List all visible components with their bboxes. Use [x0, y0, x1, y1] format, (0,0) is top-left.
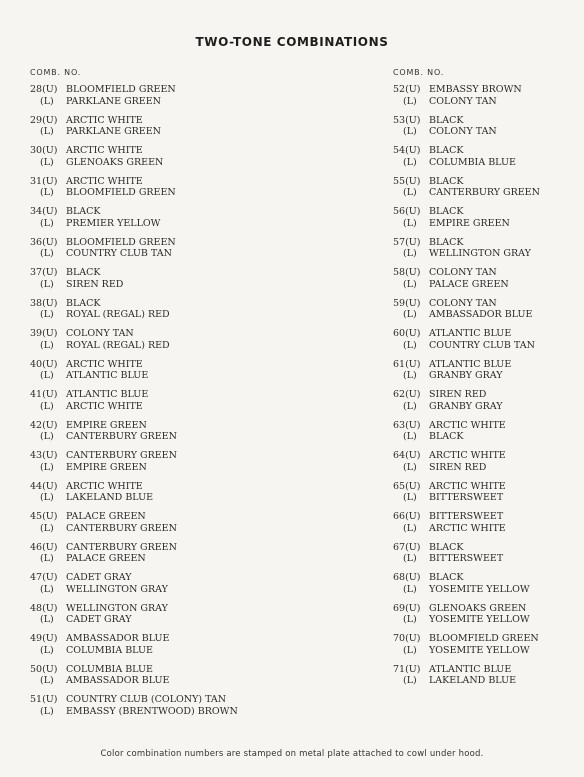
upper-code: 61(U) — [393, 358, 421, 370]
combination-entry — [30, 572, 300, 603]
lower-color-name: LAKELAND BLUE — [66, 492, 154, 503]
lower-color-name: SIREN RED — [66, 278, 124, 290]
upper-color-name: ATLANTIC BLUE — [429, 328, 512, 339]
upper-code: 62(U) — [393, 389, 421, 400]
lower-code: (L) — [403, 614, 417, 625]
upper-code: 30(U) — [30, 145, 58, 156]
lower-code: (L) — [40, 461, 54, 473]
lower-color-line — [30, 553, 300, 565]
lower-code: (L) — [403, 156, 417, 168]
lower-code: (L) — [403, 248, 417, 259]
lower-color-line — [30, 96, 300, 108]
upper-color-name: GLENOAKS GREEN — [429, 602, 527, 614]
lower-color-name: GLENOAKS GREEN — [66, 156, 164, 168]
combination-entry — [393, 481, 583, 512]
upper-color-line — [30, 603, 300, 615]
upper-color-line — [393, 450, 583, 462]
upper-code: 40(U) — [30, 358, 58, 370]
upper-color-name: BLOOMFIELD GREEN — [66, 84, 176, 95]
upper-color-name: BLOOMFIELD GREEN — [429, 633, 539, 644]
combination-entry — [393, 359, 583, 390]
lower-code: (L) — [40, 187, 54, 198]
lower-color-line — [393, 248, 583, 260]
upper-code: 63(U) — [393, 419, 421, 431]
upper-color-name: BLOOMFIELD GREEN — [66, 236, 176, 248]
upper-code: 56(U) — [393, 206, 421, 217]
combination-entry — [393, 603, 583, 634]
lower-color-name: BLOOMFIELD GREEN — [66, 187, 176, 198]
lower-color-name: EMBASSY (BRENTWOOD) BROWN — [66, 705, 238, 717]
upper-color-line — [30, 328, 300, 340]
footnote: Color combination numbers are stamped on metal plate attached to cowl under hood. — [100, 749, 484, 759]
lower-color-line — [30, 462, 300, 474]
lower-color-name: CANTERBURY GREEN — [66, 431, 177, 442]
upper-color-name: COLONY TAN — [429, 267, 497, 278]
upper-code: 71(U) — [393, 663, 421, 675]
lower-code: (L) — [403, 187, 417, 198]
lower-code: (L) — [403, 309, 417, 320]
lower-color-line — [393, 401, 583, 413]
lower-color-line — [393, 370, 583, 382]
upper-color-line — [393, 603, 583, 615]
combination-entry — [30, 603, 300, 634]
upper-color-name: WELLINGTON GRAY — [66, 602, 168, 614]
lower-code: (L) — [40, 614, 54, 625]
upper-color-line — [30, 481, 300, 493]
upper-color-line — [393, 176, 583, 188]
combination-entry — [30, 206, 300, 237]
lower-color-name: PALACE GREEN — [429, 278, 509, 290]
combination-entry — [30, 450, 300, 481]
upper-color-name: ARCTIC WHITE — [429, 480, 506, 492]
lower-color-name: ARCTIC WHITE — [66, 400, 143, 412]
lower-color-line — [30, 309, 300, 321]
upper-code: 57(U) — [393, 236, 421, 248]
upper-color-line — [393, 206, 583, 218]
lower-code: (L) — [403, 278, 417, 290]
upper-color-name: BLACK — [429, 236, 464, 248]
upper-color-name: BLACK — [429, 206, 464, 217]
upper-code: 58(U) — [393, 267, 421, 278]
lower-color-name: CANTERBURY GREEN — [429, 187, 540, 198]
lower-code: (L) — [40, 156, 54, 168]
combination-entry — [393, 115, 583, 146]
lower-color-name: COUNTRY CLUB TAN — [66, 248, 172, 259]
lower-color-name: COLONY TAN — [429, 95, 497, 107]
upper-code: 44(U) — [30, 480, 58, 492]
upper-code: 69(U) — [393, 602, 421, 614]
lower-color-line — [393, 645, 583, 657]
combination-entry — [30, 145, 300, 176]
lower-color-name: EMPIRE GREEN — [429, 217, 510, 229]
lower-color-line — [30, 187, 300, 199]
upper-color-name: BLACK — [66, 206, 101, 217]
upper-color-line — [30, 237, 300, 249]
lower-color-name: YOSEMITE YELLOW — [429, 583, 530, 595]
lower-color-line — [30, 126, 300, 138]
lower-color-name: BITTERSWEET — [429, 553, 504, 564]
lower-code: (L) — [40, 339, 54, 351]
upper-code: 55(U) — [393, 175, 421, 187]
lower-color-name: COLUMBIA BLUE — [429, 156, 516, 168]
upper-color-name: PALACE GREEN — [66, 511, 146, 522]
upper-color-line — [30, 511, 300, 523]
lower-color-name: COLONY TAN — [429, 126, 497, 137]
combination-entry — [30, 420, 300, 451]
combination-entry — [393, 237, 583, 268]
combination-entry — [30, 115, 300, 146]
upper-code: 52(U) — [393, 84, 421, 95]
combination-entry — [30, 633, 300, 664]
combination-entry — [393, 572, 583, 603]
combination-entry — [393, 450, 583, 481]
upper-color-name: ATLANTIC BLUE — [429, 663, 512, 675]
upper-color-line — [393, 115, 583, 127]
lower-color-line — [393, 492, 583, 504]
upper-code: 28(U) — [30, 84, 58, 95]
upper-color-name: BLACK — [429, 541, 464, 553]
upper-color-name: COLONY TAN — [66, 328, 134, 339]
upper-code: 59(U) — [393, 297, 421, 309]
upper-code: 54(U) — [393, 145, 421, 156]
upper-code: 49(U) — [30, 633, 58, 644]
upper-code: 60(U) — [393, 328, 421, 339]
lower-color-line — [393, 584, 583, 596]
upper-code: 53(U) — [393, 114, 421, 126]
lower-color-line — [393, 553, 583, 565]
upper-color-line — [393, 267, 583, 279]
upper-color-line — [30, 664, 300, 676]
upper-color-name: BLACK — [429, 175, 464, 187]
lower-code: (L) — [403, 431, 417, 442]
lower-code: (L) — [40, 370, 54, 381]
lower-code: (L) — [403, 461, 417, 473]
lower-color-name: YOSEMITE YELLOW — [429, 614, 530, 625]
lower-color-line — [30, 675, 300, 687]
lower-code: (L) — [40, 644, 54, 656]
combination-entry — [393, 145, 583, 176]
combination-entry — [393, 206, 583, 237]
combination-entry — [30, 511, 300, 542]
upper-color-name: COUNTRY CLUB (COLONY) TAN — [66, 694, 227, 705]
lower-color-line — [30, 706, 300, 718]
upper-color-line — [393, 542, 583, 554]
lower-color-line — [393, 218, 583, 230]
upper-code: 34(U) — [30, 206, 58, 217]
upper-color-line — [30, 572, 300, 584]
combination-entry — [393, 633, 583, 664]
upper-color-line — [30, 115, 300, 127]
combination-entry — [393, 176, 583, 207]
upper-color-name: ATLANTIC BLUE — [429, 358, 512, 370]
upper-code: 64(U) — [393, 450, 421, 461]
upper-color-line — [393, 298, 583, 310]
upper-color-line — [30, 389, 300, 401]
lower-code: (L) — [40, 248, 54, 259]
upper-code: 65(U) — [393, 480, 421, 492]
upper-code: 39(U) — [30, 328, 58, 339]
lower-code: (L) — [40, 126, 54, 137]
lower-color-name: COLUMBIA BLUE — [66, 644, 153, 656]
lower-code: (L) — [403, 675, 417, 686]
upper-color-name: ARCTIC WHITE — [66, 358, 143, 370]
upper-code: 51(U) — [30, 694, 58, 705]
lower-color-name: ARCTIC WHITE — [429, 522, 506, 534]
combination-entry — [30, 481, 300, 512]
lower-color-name: AMBASSADOR BLUE — [429, 309, 533, 320]
upper-color-line — [30, 298, 300, 310]
lower-code: (L) — [403, 583, 417, 595]
combination-entry — [30, 328, 300, 359]
upper-color-line — [393, 481, 583, 493]
lower-code: (L) — [403, 492, 417, 503]
lower-code: (L) — [40, 431, 54, 442]
lower-code: (L) — [40, 95, 54, 107]
lower-color-line — [393, 279, 583, 291]
upper-color-name: CANTERBURY GREEN — [66, 541, 177, 553]
lower-color-name: SIREN RED — [429, 461, 487, 473]
upper-color-line — [30, 694, 300, 706]
combination-entry — [393, 389, 583, 420]
upper-color-line — [393, 420, 583, 432]
upper-color-name: EMPIRE GREEN — [66, 419, 147, 431]
lower-code: (L) — [403, 644, 417, 656]
combination-entry — [30, 694, 300, 725]
lower-color-name: PARKLANE GREEN — [66, 95, 161, 107]
lower-code: (L) — [40, 278, 54, 290]
upper-code: 48(U) — [30, 602, 58, 614]
left-combination-list — [30, 84, 300, 725]
combination-entry — [30, 176, 300, 207]
lower-color-name: WELLINGTON GRAY — [429, 248, 531, 259]
upper-color-line — [30, 359, 300, 371]
lower-color-name: COUNTRY CLUB TAN — [429, 339, 535, 351]
combination-entry — [393, 542, 583, 573]
upper-color-name: BLACK — [429, 572, 464, 583]
lower-color-line — [393, 431, 583, 443]
lower-color-name: GRANBY GRAY — [429, 370, 503, 381]
lower-color-line — [393, 126, 583, 138]
combination-entry — [393, 664, 583, 695]
right-combination-list — [393, 84, 583, 694]
upper-color-name: CANTERBURY GREEN — [66, 450, 177, 461]
upper-color-line — [393, 145, 583, 157]
lower-code: (L) — [403, 95, 417, 107]
upper-color-name: SIREN RED — [429, 389, 487, 400]
lower-color-line — [30, 431, 300, 443]
lower-code: (L) — [40, 705, 54, 717]
upper-color-name: COLUMBIA BLUE — [66, 663, 153, 675]
lower-color-line — [30, 401, 300, 413]
upper-color-name: ARCTIC WHITE — [66, 114, 143, 126]
lower-color-line — [30, 645, 300, 657]
upper-color-name: BITTERSWEET — [429, 511, 504, 522]
combination-entry — [30, 84, 300, 115]
upper-code: 37(U) — [30, 267, 58, 278]
upper-code: 36(U) — [30, 236, 58, 248]
lower-code: (L) — [403, 126, 417, 137]
upper-color-line — [393, 389, 583, 401]
lower-color-name: PARKLANE GREEN — [66, 126, 161, 137]
lower-color-name: YOSEMITE YELLOW — [429, 644, 530, 656]
lower-color-line — [30, 614, 300, 626]
right-column-header: COMB. NO. — [393, 68, 445, 77]
upper-color-line — [30, 176, 300, 188]
upper-code: 45(U) — [30, 511, 58, 522]
lower-color-line — [30, 492, 300, 504]
upper-color-name: EMBASSY BROWN — [429, 84, 522, 95]
combination-entry — [393, 298, 583, 329]
upper-color-name: BLACK — [429, 145, 464, 156]
lower-color-name: EMPIRE GREEN — [66, 461, 147, 473]
lower-code: (L) — [40, 400, 54, 412]
lower-code: (L) — [40, 309, 54, 320]
combination-entry — [30, 359, 300, 390]
upper-color-name: ARCTIC WHITE — [429, 450, 506, 461]
upper-color-line — [30, 450, 300, 462]
lower-color-name: ROYAL (REGAL) RED — [66, 309, 170, 320]
upper-color-line — [393, 633, 583, 645]
upper-color-name: ATLANTIC BLUE — [66, 389, 149, 400]
upper-code: 38(U) — [30, 297, 58, 309]
page-title: TWO-TONE COMBINATIONS — [195, 35, 389, 49]
combination-entry — [30, 237, 300, 268]
upper-color-line — [393, 84, 583, 96]
upper-color-line — [30, 420, 300, 432]
upper-color-line — [393, 511, 583, 523]
upper-color-line — [30, 633, 300, 645]
lower-code: (L) — [403, 370, 417, 381]
combination-entry — [393, 420, 583, 451]
lower-code: (L) — [40, 492, 54, 503]
lower-color-name: GRANBY GRAY — [429, 400, 503, 412]
lower-color-line — [393, 523, 583, 535]
upper-color-name: AMBASSADOR BLUE — [66, 633, 170, 644]
lower-color-name: BLACK — [429, 431, 464, 442]
upper-code: 70(U) — [393, 633, 421, 644]
upper-code: 46(U) — [30, 541, 58, 553]
upper-code: 29(U) — [30, 114, 58, 126]
upper-code: 43(U) — [30, 450, 58, 461]
upper-code: 50(U) — [30, 663, 58, 675]
upper-color-line — [30, 542, 300, 554]
lower-code: (L) — [40, 553, 54, 564]
upper-color-name: CADET GRAY — [66, 572, 132, 583]
upper-color-name: BLACK — [429, 114, 464, 126]
combination-entry — [30, 267, 300, 298]
combination-entry — [393, 328, 583, 359]
lower-color-line — [30, 340, 300, 352]
upper-color-line — [393, 359, 583, 371]
upper-color-line — [30, 145, 300, 157]
lower-color-name: ROYAL (REGAL) RED — [66, 339, 170, 351]
upper-code: 68(U) — [393, 572, 421, 583]
lower-code: (L) — [40, 583, 54, 595]
upper-color-line — [393, 328, 583, 340]
lower-color-line — [30, 370, 300, 382]
combination-entry — [30, 542, 300, 573]
upper-code: 66(U) — [393, 511, 421, 522]
lower-color-name: ATLANTIC BLUE — [66, 370, 149, 381]
upper-color-name: BLACK — [66, 267, 101, 278]
upper-code: 41(U) — [30, 389, 58, 400]
lower-color-line — [393, 462, 583, 474]
lower-code: (L) — [403, 339, 417, 351]
lower-color-line — [393, 675, 583, 687]
upper-color-line — [30, 206, 300, 218]
lower-color-line — [393, 96, 583, 108]
lower-color-line — [393, 157, 583, 169]
lower-color-name: PALACE GREEN — [66, 553, 146, 564]
lower-color-line — [30, 218, 300, 230]
lower-color-line — [30, 248, 300, 260]
upper-color-name: BLACK — [66, 297, 101, 309]
lower-code: (L) — [403, 217, 417, 229]
lower-color-line — [30, 584, 300, 596]
upper-color-line — [393, 572, 583, 584]
upper-color-name: ARCTIC WHITE — [66, 145, 143, 156]
lower-color-line — [393, 309, 583, 321]
lower-code: (L) — [40, 217, 54, 229]
upper-color-name: ARCTIC WHITE — [66, 480, 143, 492]
lower-code: (L) — [40, 522, 54, 534]
lower-color-line — [393, 187, 583, 199]
upper-color-line — [393, 664, 583, 676]
upper-code: 67(U) — [393, 541, 421, 553]
upper-code: 42(U) — [30, 419, 58, 431]
upper-code: 47(U) — [30, 572, 58, 583]
upper-color-name: COLONY TAN — [429, 297, 497, 309]
combination-entry — [393, 511, 583, 542]
lower-code: (L) — [403, 522, 417, 534]
combination-entry — [30, 664, 300, 695]
lower-color-line — [393, 340, 583, 352]
combination-entry — [30, 298, 300, 329]
lower-code: (L) — [403, 400, 417, 412]
combination-entry — [30, 389, 300, 420]
lower-color-line — [30, 279, 300, 291]
upper-color-name: ARCTIC WHITE — [66, 175, 143, 187]
lower-color-line — [30, 157, 300, 169]
lower-color-name: PREMIER YELLOW — [66, 217, 161, 229]
lower-color-name: WELLINGTON GRAY — [66, 583, 168, 595]
upper-color-line — [30, 267, 300, 279]
lower-code: (L) — [40, 675, 54, 686]
lower-color-name: CADET GRAY — [66, 614, 132, 625]
combination-entry — [393, 267, 583, 298]
lower-color-name: CANTERBURY GREEN — [66, 522, 177, 534]
lower-code: (L) — [403, 553, 417, 564]
lower-color-line — [30, 523, 300, 535]
upper-code: 31(U) — [30, 175, 58, 187]
left-column-header: COMB. NO. — [30, 68, 82, 77]
lower-color-name: AMBASSADOR BLUE — [66, 675, 170, 686]
upper-color-line — [393, 237, 583, 249]
lower-color-line — [393, 614, 583, 626]
lower-color-name: LAKELAND BLUE — [429, 675, 517, 686]
upper-color-line — [30, 84, 300, 96]
lower-color-name: BITTERSWEET — [429, 492, 504, 503]
combination-entry — [393, 84, 583, 115]
upper-color-name: ARCTIC WHITE — [429, 419, 506, 431]
